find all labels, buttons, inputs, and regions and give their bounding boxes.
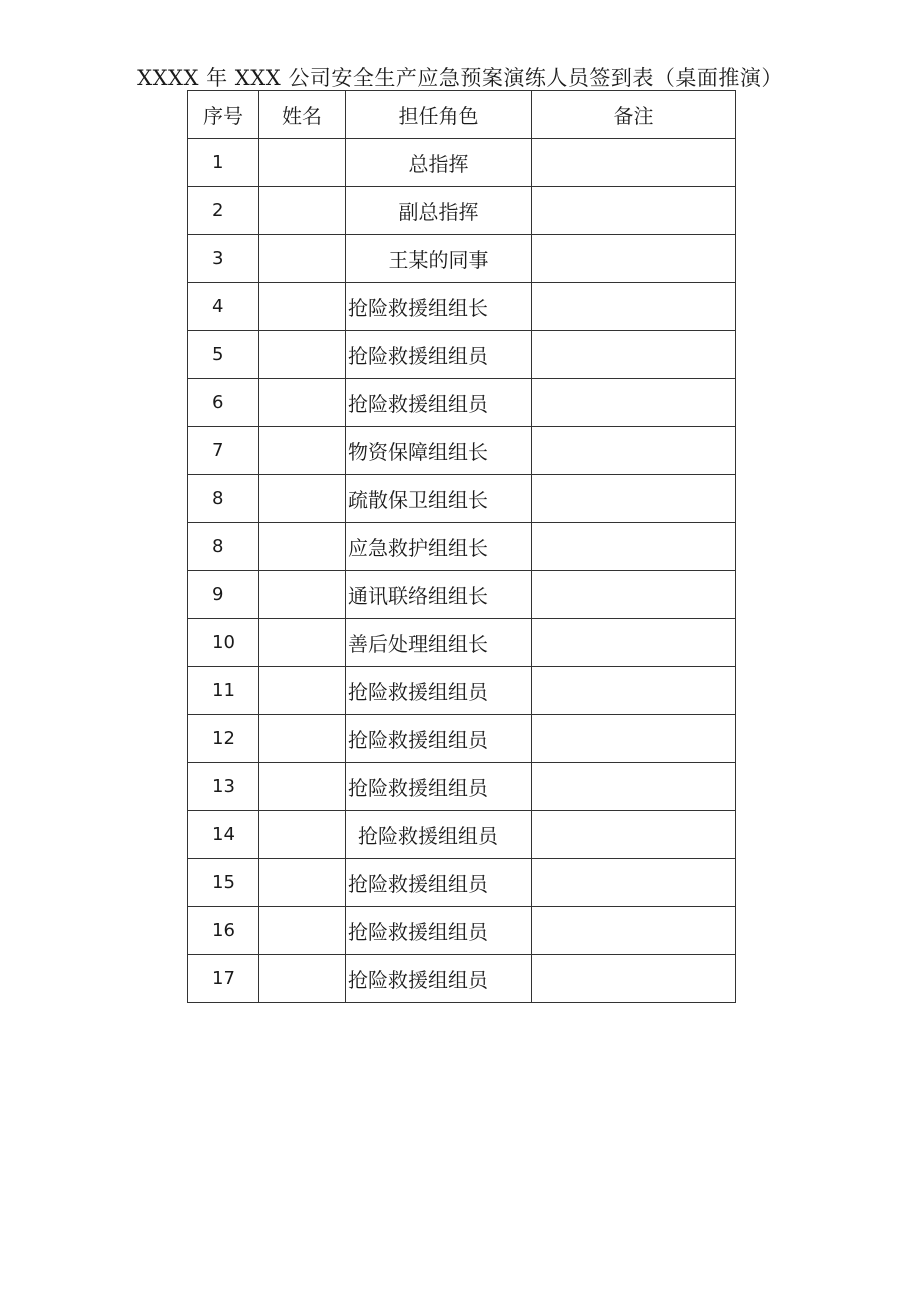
row-name-cell[interactable] xyxy=(259,235,346,283)
header-name: 姓名 xyxy=(259,91,346,139)
table-row xyxy=(188,187,736,235)
row-no: 5 xyxy=(188,331,259,379)
row-no: 13 xyxy=(188,763,259,811)
header-no: 序号 xyxy=(188,91,259,139)
row-no: 11 xyxy=(188,667,259,715)
row-no: 10 xyxy=(188,619,259,667)
table-row xyxy=(188,667,736,715)
row-name-cell[interactable] xyxy=(259,379,346,427)
row-note-cell[interactable] xyxy=(532,331,736,379)
row-name-cell[interactable] xyxy=(259,715,346,763)
row-role: 抢险救援组组员 xyxy=(346,859,532,907)
row-note-cell[interactable] xyxy=(532,523,736,571)
row-note-cell[interactable] xyxy=(532,763,736,811)
table-row xyxy=(188,331,736,379)
row-no: 8 xyxy=(188,475,259,523)
row-name-cell[interactable] xyxy=(259,475,346,523)
table-row xyxy=(188,619,736,667)
row-role: 总指挥 xyxy=(346,139,532,187)
row-name-cell[interactable] xyxy=(259,283,346,331)
row-note-cell[interactable] xyxy=(532,235,736,283)
row-role: 抢险救援组组员 xyxy=(346,811,532,859)
table-row xyxy=(188,235,736,283)
sign-in-table xyxy=(187,90,736,1003)
row-role: 疏散保卫组组长 xyxy=(346,475,532,523)
row-name-cell[interactable] xyxy=(259,427,346,475)
table-row xyxy=(188,283,736,331)
row-name-cell[interactable] xyxy=(259,571,346,619)
row-note-cell[interactable] xyxy=(532,571,736,619)
row-name-cell[interactable] xyxy=(259,187,346,235)
row-note-cell[interactable] xyxy=(532,187,736,235)
row-role: 抢险救援组组员 xyxy=(346,763,532,811)
row-note-cell[interactable] xyxy=(532,907,736,955)
row-no: 6 xyxy=(188,379,259,427)
row-note-cell[interactable] xyxy=(532,715,736,763)
row-role: 抢险救援组组员 xyxy=(346,715,532,763)
row-name-cell[interactable] xyxy=(259,763,346,811)
row-name-cell[interactable] xyxy=(259,859,346,907)
row-role: 副总指挥 xyxy=(346,187,532,235)
row-note-cell[interactable] xyxy=(532,955,736,1003)
row-role: 抢险救援组组员 xyxy=(346,955,532,1003)
row-note-cell[interactable] xyxy=(532,811,736,859)
row-no: 1 xyxy=(188,139,259,187)
table-header-row xyxy=(188,91,736,139)
row-role: 善后处理组组长 xyxy=(346,619,532,667)
row-no: 3 xyxy=(188,235,259,283)
row-role: 抢险救援组组员 xyxy=(346,331,532,379)
row-note-cell[interactable] xyxy=(532,619,736,667)
row-no: 17 xyxy=(188,955,259,1003)
table-row xyxy=(188,475,736,523)
row-role: 抢险救援组组员 xyxy=(346,379,532,427)
row-name-cell[interactable] xyxy=(259,331,346,379)
row-no: 12 xyxy=(188,715,259,763)
row-name-cell[interactable] xyxy=(259,523,346,571)
row-note-cell[interactable] xyxy=(532,475,736,523)
row-no: 8 xyxy=(188,523,259,571)
table-row xyxy=(188,811,736,859)
row-no: 14 xyxy=(188,811,259,859)
row-name-cell[interactable] xyxy=(259,811,346,859)
row-note-cell[interactable] xyxy=(532,667,736,715)
row-role: 王某的同事 xyxy=(346,235,532,283)
row-note-cell[interactable] xyxy=(532,859,736,907)
header-role: 担任角色 xyxy=(346,91,532,139)
row-note-cell[interactable] xyxy=(532,379,736,427)
table-row xyxy=(188,379,736,427)
row-note-cell[interactable] xyxy=(532,139,736,187)
row-no: 16 xyxy=(188,907,259,955)
table-row xyxy=(188,523,736,571)
row-note-cell[interactable] xyxy=(532,427,736,475)
table-row xyxy=(188,427,736,475)
row-role: 物资保障组组长 xyxy=(346,427,532,475)
row-note-cell[interactable] xyxy=(532,283,736,331)
row-no: 2 xyxy=(188,187,259,235)
row-role: 抢险救援组组长 xyxy=(346,283,532,331)
table-row xyxy=(188,139,736,187)
document-title: XXXX 年 XXX 公司安全生产应急预案演练人员签到表（桌面推演） xyxy=(137,66,783,90)
table-row xyxy=(188,907,736,955)
row-name-cell[interactable] xyxy=(259,907,346,955)
row-role: 通讯联络组组长 xyxy=(346,571,532,619)
table-row xyxy=(188,715,736,763)
row-role: 应急救护组组长 xyxy=(346,523,532,571)
row-role: 抢险救援组组员 xyxy=(346,907,532,955)
row-name-cell[interactable] xyxy=(259,955,346,1003)
table-row xyxy=(188,571,736,619)
row-no: 4 xyxy=(188,283,259,331)
row-name-cell[interactable] xyxy=(259,619,346,667)
row-name-cell[interactable] xyxy=(259,139,346,187)
row-role: 抢险救援组组员 xyxy=(346,667,532,715)
table-row xyxy=(188,859,736,907)
table-row xyxy=(188,955,736,1003)
header-note: 备注 xyxy=(532,91,736,139)
row-no: 9 xyxy=(188,571,259,619)
row-name-cell[interactable] xyxy=(259,667,346,715)
row-no: 7 xyxy=(188,427,259,475)
row-no: 15 xyxy=(188,859,259,907)
table-row xyxy=(188,763,736,811)
